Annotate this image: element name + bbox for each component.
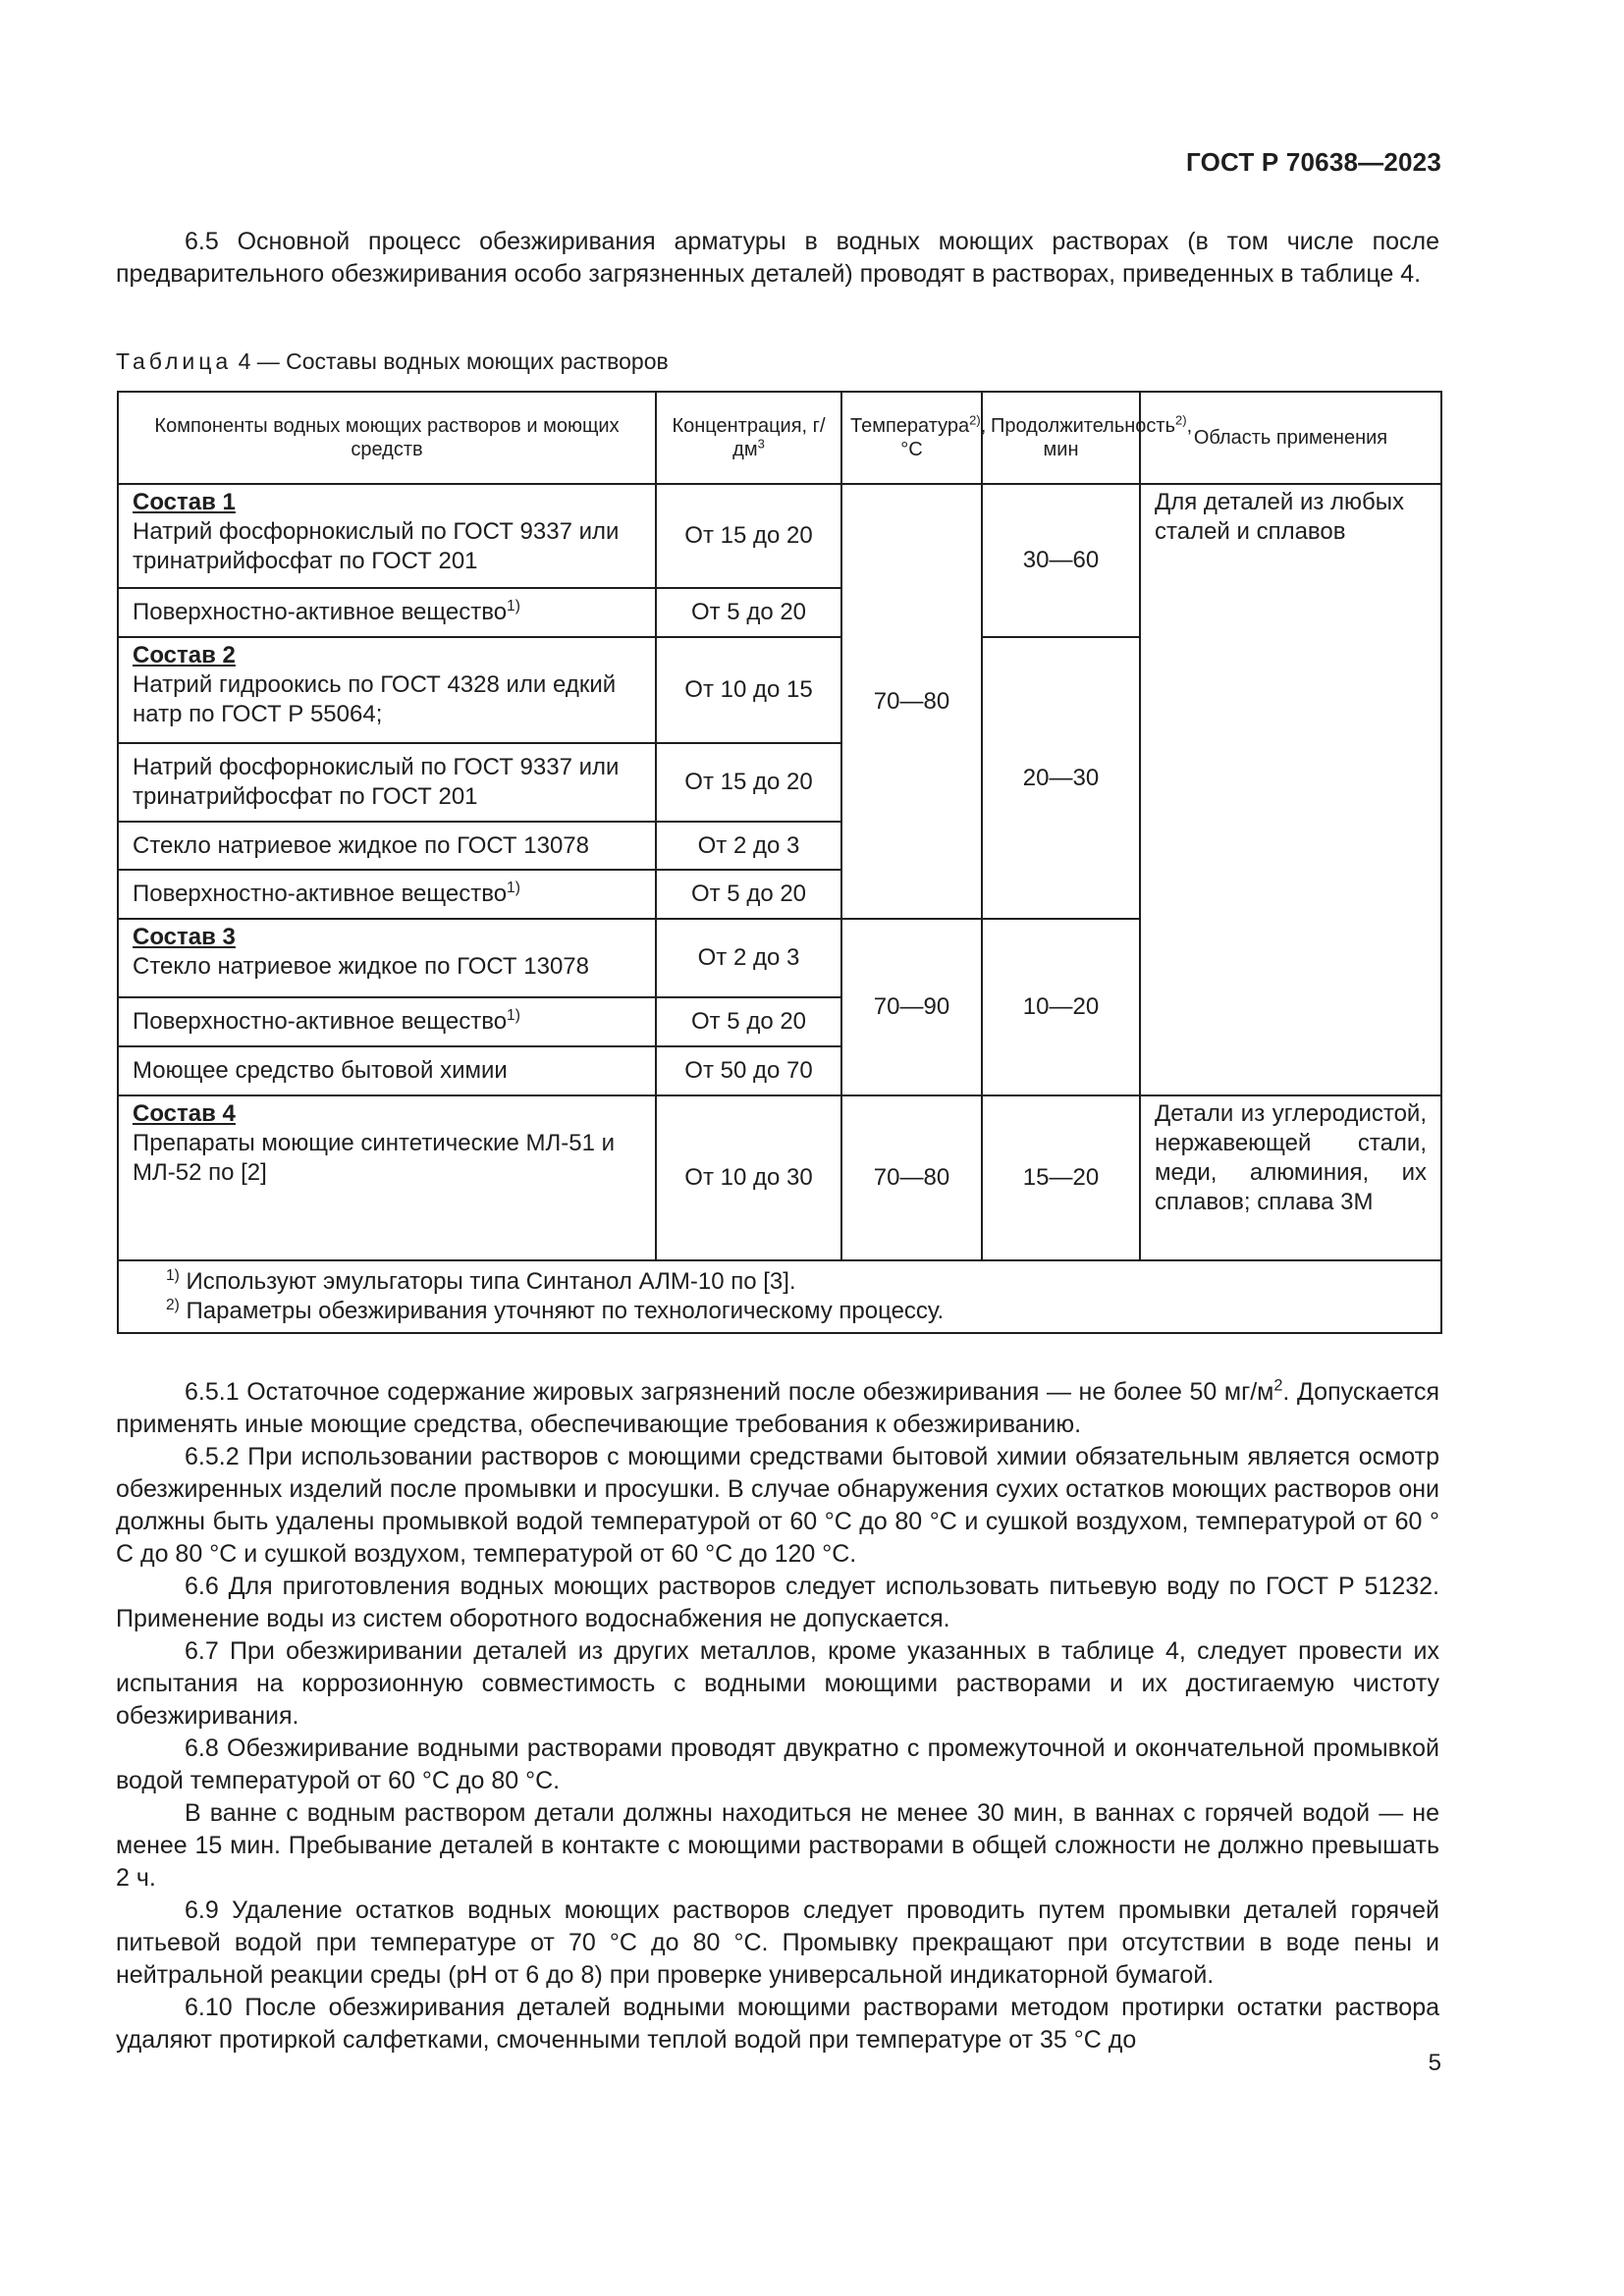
header-components: Компоненты водных моющих растворов и моющих средств: [118, 392, 656, 484]
header-temperature: Температура$^{2)}$, °С: [841, 392, 982, 484]
document-code: ГОСТ Р 70638—2023: [1186, 147, 1441, 177]
paragraph-6-5-2: 6.5.2 При использовании растворов с моющими средствами бытовой химии обязательным является осмотр обезжиренных изделий после промывки и просушки. В случае обнаружения сухих остатков моющих растворов они должны быть удалены промывкой водой температурой от 60 °С до 80 °С и сушкой воздухом, температурой от 60 ° С до 80 °С и сушкой воздухом, температурой от 60 °С до 120 °С.: [116, 1443, 1439, 1568]
footnote-2: $^{2)}$ Параметры обезжиривания уточняют по технологическому процессу.: [166, 1297, 945, 1324]
wash-solutions-table: [117, 391, 1442, 1334]
component-name: Моющее средство бытовой химии: [118, 1046, 656, 1095]
component-name: Натрий гидроокись по ГОСТ 4328 или едкий натр по ГОСТ Р 55064;: [133, 671, 617, 727]
footnotes-row: [118, 1260, 1441, 1333]
component-name: Поверхностно-активное вещество$^{1)}$: [118, 997, 656, 1046]
duration-value: 15—20: [982, 1095, 1140, 1260]
concentration-value: От 2 до 3: [656, 822, 841, 870]
paragraph-6-7: 6.7 При обезжиривании деталей из других металлов, кроме указанных в таблице 4, следует провести их испытания на коррозионную совместимость с водными моющими растворами и их достигаемую чистоту обезжиривания.: [116, 1637, 1439, 1730]
paragraph-6-8: 6.8 Обезжиривание водными растворами проводят двукратно с промежуточной и окончательной промывкой водой температурой от 60 °С до 80 °С.: [116, 1735, 1439, 1794]
paragraph-6-5: 6.5 Основной процесс обезжиривания арматуры в водных моющих растворах (в том числе после предварительного обезжиривания особо загрязненных деталей) проводят в растворах, приведенных в таблице 4.: [116, 228, 1439, 288]
paragraph-6-9: 6.9 Удаление остатков водных моющих растворов следует проводить путем промывки деталей горячей питьевой водой при температуре от 70 °С до 80 °С. Промывку прекращают при отсутствии в воде пены и нейтральной реакции среды (pH от 6 до 8) при проверке универсальной индикаторной бумагой.: [116, 1896, 1439, 1989]
table-caption-title: 4 — Составы водных моющих растворов: [238, 348, 669, 374]
composition-1-cell: [118, 484, 656, 588]
duration-value: 10—20: [982, 919, 1140, 1095]
paragraph-6-8-continued: В ванне с водным раствором детали должны находиться не менее 30 мин, в ваннах с горячей водой — не менее 15 мин. Пребывание деталей в контакте с моющими растворами в общей сложности не должно превышать 2 ч.: [116, 1799, 1439, 1892]
composition-1-title: Состав 1: [133, 489, 236, 515]
composition-4-cell: [118, 1095, 656, 1260]
temperature-value: 70—90: [841, 919, 982, 1095]
component-name: Поверхностно-активное вещество$^{1)}$: [118, 870, 656, 919]
concentration-value: От 5 до 20: [656, 870, 841, 919]
concentration-value: От 10 до 30: [656, 1095, 841, 1260]
composition-4-title: Состав 4: [133, 1100, 236, 1127]
footnote-1: $^{1)}$ Используют эмульгаторы типа Синтанол АЛМ-10 по [3].: [166, 1267, 796, 1295]
paragraph-6-10: 6.10 После обезжиривания деталей водными моющими растворами методом протирки остатки раствора удаляют протиркой салфетками, смоченными теплой водой при температуре от 35 °С до: [116, 1994, 1439, 2054]
component-name: Натрий фосфорнокислый по ГОСТ 9337 или тринатрийфосфат по ГОСТ 201: [133, 518, 620, 574]
composition-2-title: Состав 2: [133, 642, 236, 668]
main-text: [116, 1376, 1439, 2056]
paragraph-6-6: 6.6 Для приготовления водных моющих растворов следует использовать питьевую воду по ГОСТ Р 51232. Применение воды из систем оборотного водоснабжения не допускается.: [116, 1573, 1439, 1632]
duration-value: 30—60: [982, 484, 1140, 637]
composition-3-cell: [118, 919, 656, 997]
composition-2-cell: [118, 637, 656, 743]
header-concentration: Концентрация, $г/дм^3$: [656, 392, 841, 484]
concentration-value: От 2 до 3: [656, 919, 841, 997]
concentration-value: От 15 до 20: [656, 484, 841, 588]
area-value: Для деталей из любых сталей и сплавов: [1140, 484, 1441, 1095]
component-name: Стекло натриевое жидкое по ГОСТ 13078: [133, 953, 589, 980]
component-name: Стекло натриевое жидкое по ГОСТ 13078: [118, 822, 656, 870]
table-caption-word: Таблица: [116, 348, 233, 374]
concentration-value: От 5 до 20: [656, 997, 841, 1046]
concentration-value: От 5 до 20: [656, 588, 841, 637]
composition-3-title: Состав 3: [133, 924, 236, 950]
table-caption: [116, 348, 669, 375]
temperature-value: 70—80: [841, 484, 982, 919]
intro-paragraph: [116, 226, 1439, 291]
component-name: Поверхностно-активное вещество$^{1)}$: [118, 588, 656, 637]
table-footnotes: [118, 1260, 1441, 1333]
concentration-value: От 15 до 20: [656, 743, 841, 822]
header-area: Область применения: [1140, 392, 1441, 484]
table-header-row: [118, 392, 1441, 484]
concentration-value: От 10 до 15: [656, 637, 841, 743]
component-name: Натрий фосфорнокислый по ГОСТ 9337 или тринатрийфосфат по ГОСТ 201: [118, 743, 656, 822]
page-number: 5: [1428, 2050, 1441, 2076]
area-value: Детали из углеродистой, нержавеющей стали, меди, алюминия, их сплавов; сплава 3М: [1140, 1095, 1441, 1260]
table-row: [118, 1095, 1441, 1260]
component-name: Препараты моющие синтетические МЛ-51 и МЛ-52 по [2]: [133, 1130, 615, 1186]
concentration-value: От 50 до 70: [656, 1046, 841, 1095]
temperature-value: 70—80: [841, 1095, 982, 1260]
duration-value: 20—30: [982, 637, 1140, 919]
table-row: [118, 484, 1441, 588]
paragraph-6-5-1: 6.5.1 Остаточное содержание жировых загрязнений после обезжиривания — не более 50 $мг/м^2$. Допускается применять иные моющие средства, обеспечивающие требования к обезжириванию.: [116, 1376, 1440, 1438]
header-duration: Продолжительность$^{2)}$, мин: [982, 392, 1140, 484]
